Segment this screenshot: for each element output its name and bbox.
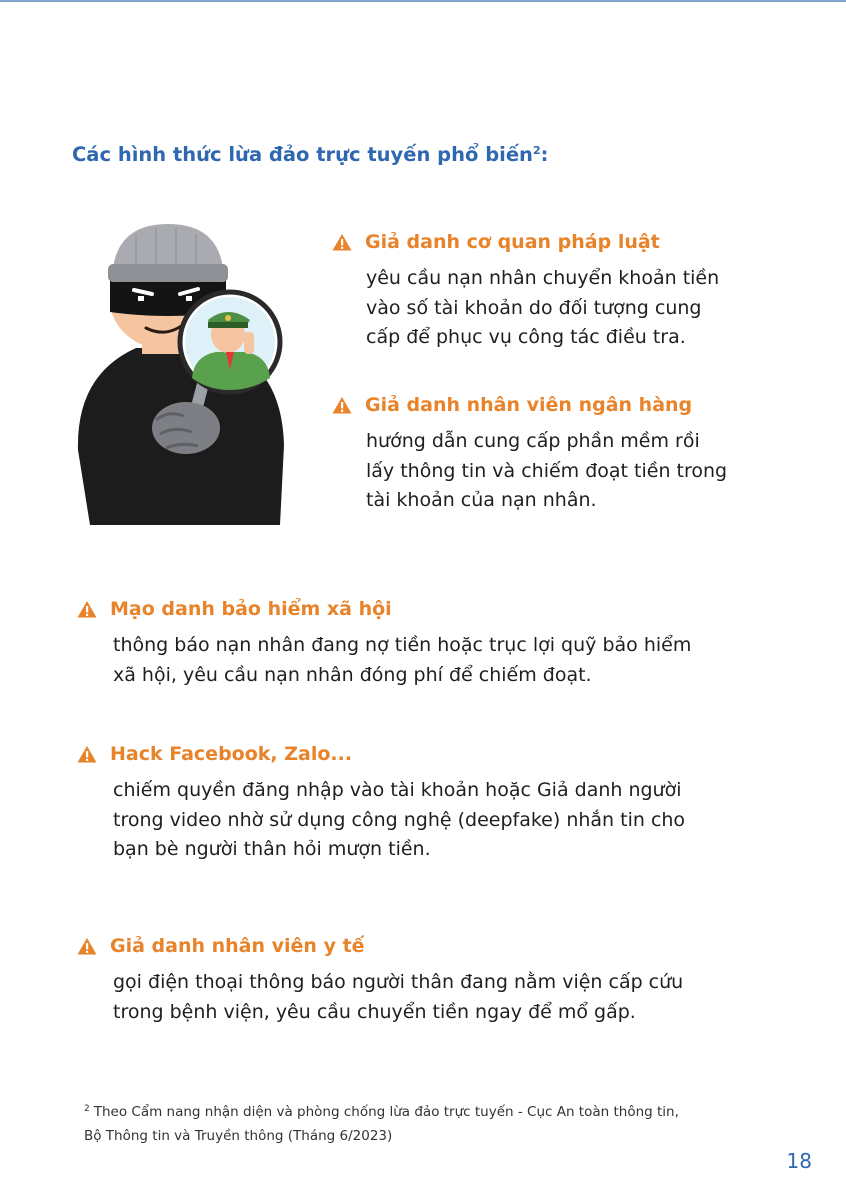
warning-triangle-icon — [77, 745, 97, 763]
section-title: Giả danh nhân viên ngân hàng — [332, 391, 727, 419]
warning-triangle-icon — [332, 396, 352, 414]
section-title: Giả danh cơ quan pháp luật — [332, 228, 719, 256]
section-title: Giả danh nhân viên y tế — [77, 932, 683, 960]
page-heading: Các hình thức lừa đảo trực tuyến phổ biến$^2$: — [72, 143, 549, 166]
section-description: yêu cầu nạn nhân chuyển khoản tiền vào số tài khoản do đối tượng cung cấp để phục vụ công tác điều tra. — [366, 267, 720, 348]
top-divider — [0, 0, 846, 2]
section-law-enforcement — [332, 228, 719, 353]
section-hack-social-accounts — [77, 740, 685, 865]
section-title: Hack Facebook, Zalo... — [77, 740, 685, 768]
page-number: 18 — [786, 1149, 812, 1173]
footnote-reference: 2 — [532, 144, 541, 157]
warning-triangle-icon — [77, 937, 97, 955]
section-description: chiếm quyền đăng nhập vào tài khoản hoặc Giả danh người trong video nhờ sử dụng công nghệ (deepfake) nhắn tin cho bạn bè người thân hỏi mượn tiền. — [113, 779, 686, 860]
footnote-number: 2 — [84, 1104, 90, 1114]
warning-triangle-icon — [332, 233, 352, 251]
footnote: $^2$ Theo Cẩm nang nhận diện và phòng chống lừa đảo trực tuyến - Cục An toàn thông tin, Bộ Thông tin và Truyền thông (Tháng 6/2023) — [84, 1104, 679, 1144]
section-social-insurance — [77, 595, 691, 690]
section-bank-employee — [332, 391, 727, 516]
warning-triangle-icon — [77, 600, 97, 618]
section-description: gọi điện thoại thông báo người thân đang nằm viện cấp cứu trong bệnh viện, yêu cầu chuyển tiền ngay để mổ gấp. — [113, 971, 684, 1023]
section-description: thông báo nạn nhân đang nợ tiền hoặc trục lợi quỹ bảo hiểm xã hội, yêu cầu nạn nhân đóng phí để chiếm đoạt. — [113, 634, 692, 686]
section-description: hướng dẫn cung cấp phần mềm rồi lấy thông tin và chiếm đoạt tiền trong tài khoản của nạn nhân. — [366, 430, 728, 511]
section-title: Mạo danh bảo hiểm xã hội — [77, 595, 691, 623]
section-medical-staff — [77, 932, 683, 1027]
scammer-with-magnifier-icon — [76, 220, 286, 525]
